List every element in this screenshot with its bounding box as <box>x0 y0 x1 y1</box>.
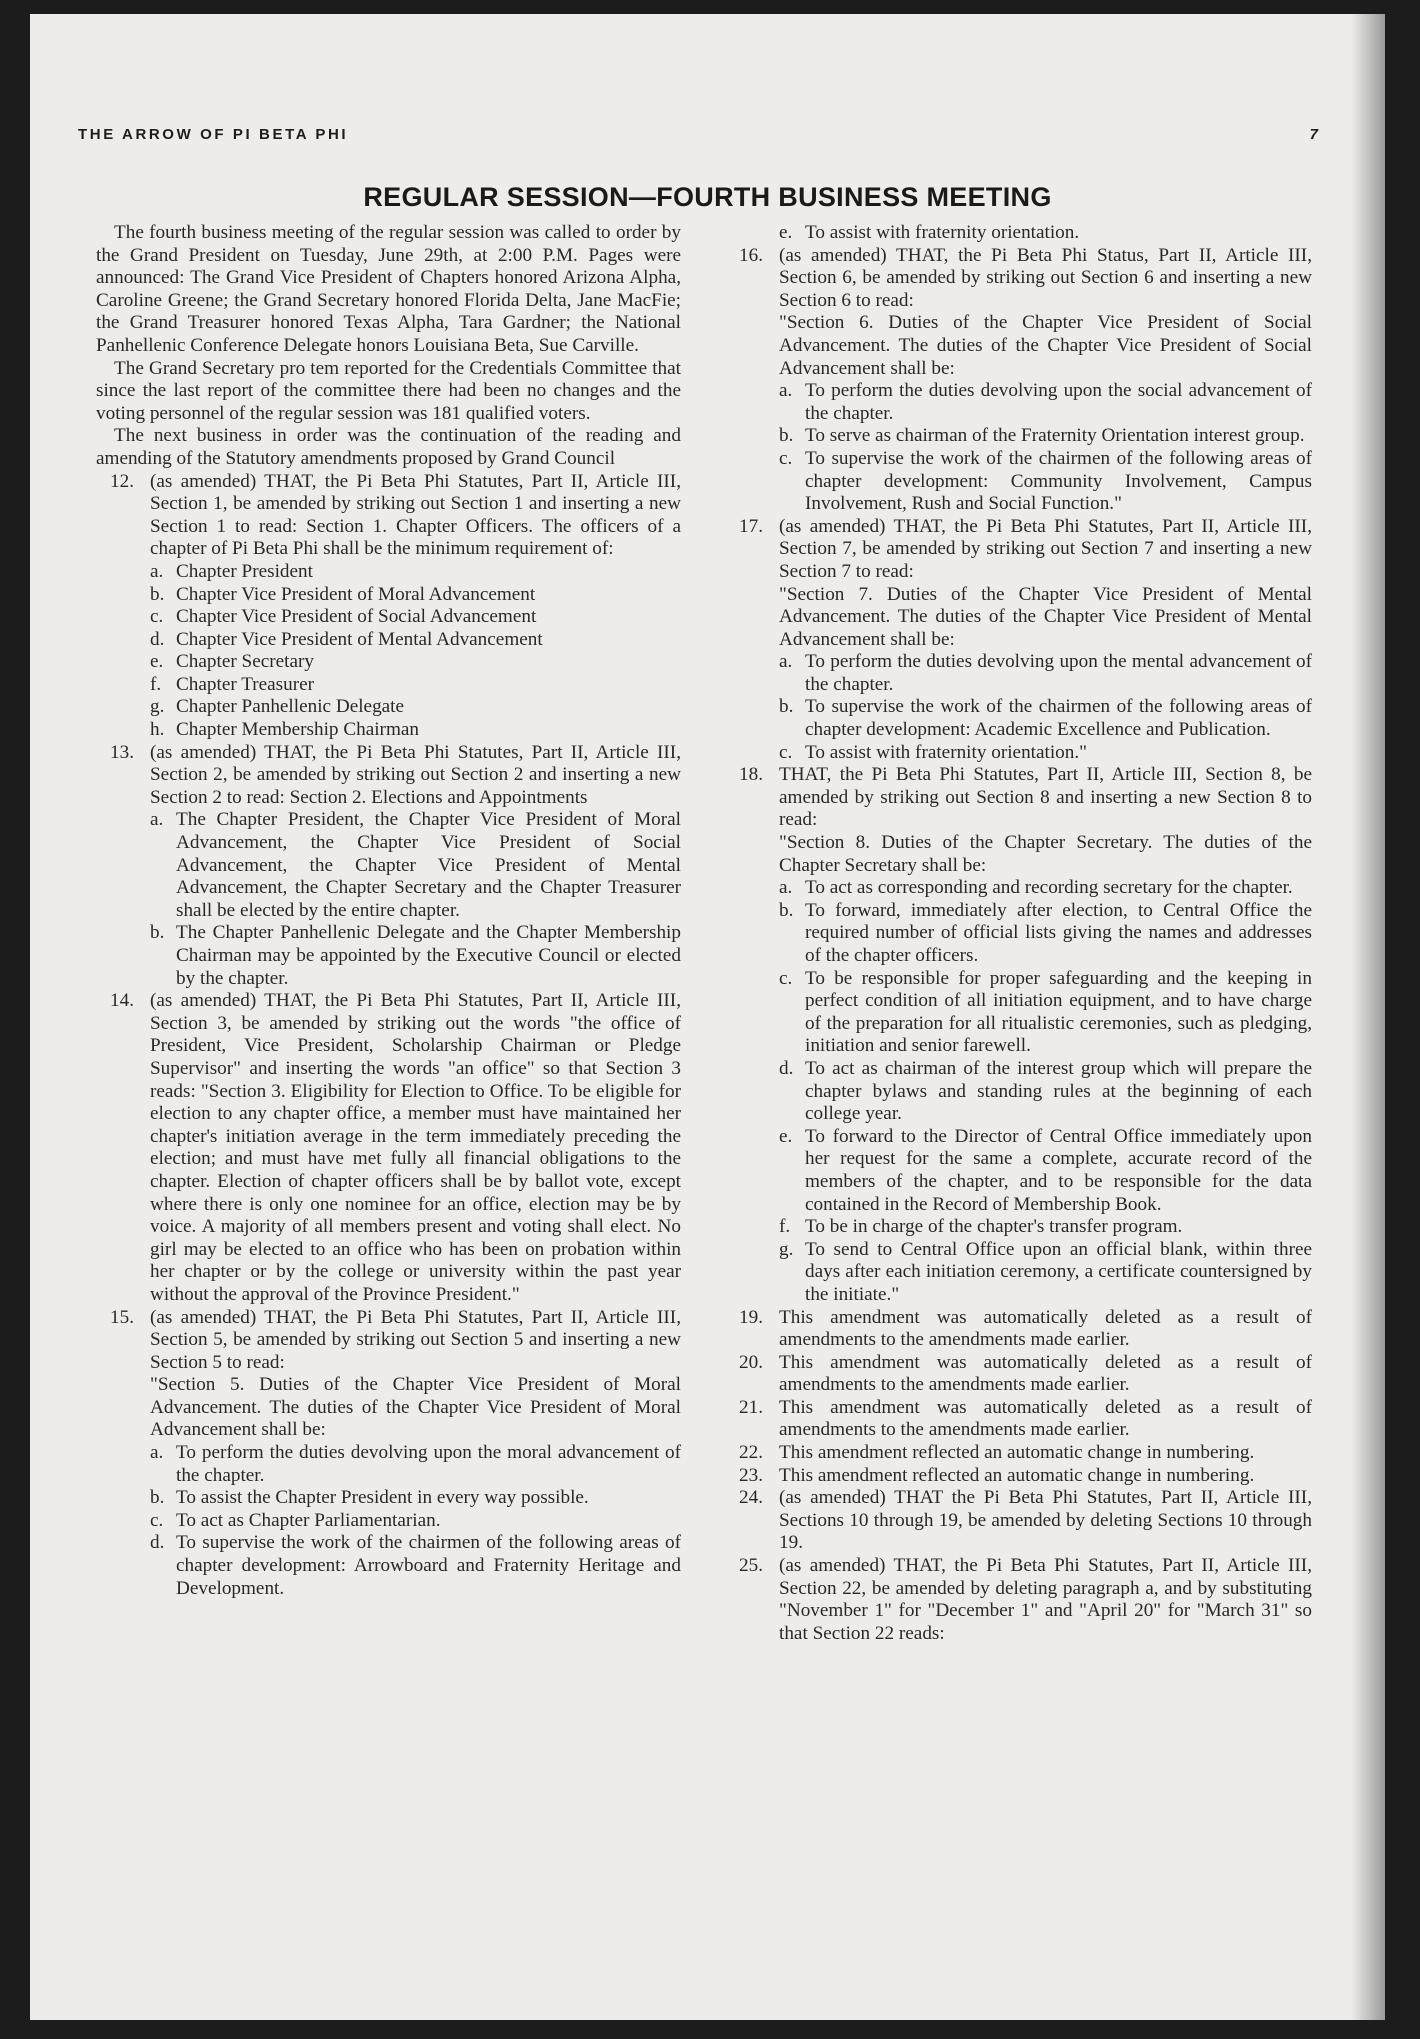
sub-item: b. To assist the Chapter President in every way possible. <box>150 1487 589 1509</box>
sub-item: e. To assist with fraternity orientation. <box>779 222 1080 243</box>
amendment-item-15-continued <box>725 222 1312 245</box>
page-title: REGULAR SESSION—FOURTH BUSINESS MEETING <box>363 182 1052 212</box>
amendment-item-20: 20. This amendment was automatically deleted as a result of amendments to the amendments made earlier. <box>739 1351 1312 1396</box>
sub-item: a. The Chapter President, the Chapter Vice President of Moral Advancement, the Chapter Vice President of Social Advancement, the Chapter Vice President of Mental Advancement, the Chapter Secretary and the Chapter Treasurer shall be elected by the entire chapter. <box>150 809 681 921</box>
section-quote: "Section 6. Duties of the Chapter Vice President of Social Advancement. The duties of the Chapter Vice President of Social Advancement shall be: <box>779 312 1312 379</box>
item-text: (as amended) THAT, the Pi Beta Phi Statutes, Part II, Article III, Section 3, be amended by striking out the words "the office of President, Vice President, Scholarship Chairman or Pledge Supervisor" and inserting the words "an office" so that Section 3 reads: "Section 3. Eligibility for Election to Office. To be eligible for election to any chapter office, a member must have maintained her chapter's initiation average in the term immediately preceding the election; and must have met fully all financial obligations to the chapter. Election of chapter officers shall be by ballot vote, except where there is only one nominee for an office, election may be by voice. A majority of all members present and voting shall elect. No girl may be elected to an office who has been on probation within her chapter or by the college or university within the past year without the approval of the Province President." <box>150 990 681 1305</box>
right-column <box>725 222 1312 1645</box>
sub-item: e. To forward to the Director of Central Office immediately upon her request for the same a complete, accurate record of the members of the chapter, and to be responsible for the data contained in the Record of Membership Book. <box>779 1125 1312 1215</box>
amendment-item-24: 24. (as amended) THAT the Pi Beta Phi Statutes, Part II, Article III, Sections 10 through 19, be amended by deleting Sections 10 through 19. <box>739 1487 1312 1554</box>
running-title: THE ARROW OF PI BETA PHI <box>78 126 349 143</box>
sub-item: a. To perform the duties devolving upon the social advancement of the chapter. <box>779 380 1312 424</box>
section-quote: "Section 7. Duties of the Chapter Vice President of Mental Advancement. The duties of the Chapter Vice President of Mental Advancement shall be: <box>779 583 1312 650</box>
amendment-item-14 <box>96 990 681 1306</box>
item-text: (as amended) THAT, the Pi Beta Phi Statutes, Part II, Article III, Section 1, be amended by striking out Section 1 and inserting a new Section 1 to read: Section 1. Chapter Officers. The officers of a chapter of Pi Beta Phi shall be the minimum requirement of: <box>150 470 681 560</box>
amendment-item-17 <box>725 516 1312 765</box>
sub-item: g. Chapter Panhellenic Delegate <box>150 696 405 718</box>
page-number: 7 <box>1309 126 1318 143</box>
item-text: (as amended) THAT, the Pi Beta Phi Statutes, Part II, Article III, Section 2, be amended by striking out Section 2 and inserting a new Section 2 to read: Section 2. Elections and Appointments <box>150 741 681 808</box>
sub-item: a. Chapter President <box>150 560 313 582</box>
left-column <box>96 222 681 1600</box>
item-number: 12. <box>110 470 134 492</box>
sub-item: b. To supervise the work of the chairmen of the following areas of chapter development: Academic Excellence and Publication. <box>779 696 1312 741</box>
amendment-item-16 <box>725 245 1312 516</box>
sub-item: h. Chapter Membership Chairman <box>150 719 419 741</box>
document-page <box>30 14 1385 2020</box>
intro-paragraph: The next business in order was the continuation of the reading and amending of the Statutory amendments proposed by Grand Council <box>96 425 681 469</box>
amendment-item-25: 25. (as amended) THAT, the Pi Beta Phi Statutes, Part II, Article III, Section 22, be amended by deleting paragraph a, and by substituting "November 1" for "December 1" and "April 20" for "March 31" so that Section 22 reads: <box>739 1555 1312 1644</box>
sub-item: c. To be responsible for proper safeguarding and the keeping in perfect condition of all initiation equipment, and to have charge of the preparation for all ritualistic ceremonies, such as pledging, initiation and senior farewell. <box>779 967 1312 1057</box>
sub-item: b. Chapter Vice President of Moral Advancement <box>150 583 536 605</box>
amendment-item-19: 19. This amendment was automatically deleted as a result of amendments to the amendments made earlier. <box>739 1306 1312 1351</box>
sub-item: a. To act as corresponding and recording secretary for the chapter. <box>779 877 1293 899</box>
sub-item: c. To assist with fraternity orientation." <box>779 741 1087 763</box>
item-text: THAT, the Pi Beta Phi Statutes, Part II, Article III, Section 8, be amended by striking out Section 8 and inserting a new Section 8 to read: <box>779 764 1312 831</box>
item-number: 17. <box>739 515 763 537</box>
sub-item: d. To supervise the work of the chairmen of the following areas of chapter development: Arrowboard and Fraternity Heritage and Development. <box>150 1532 681 1599</box>
item-text: (as amended) THAT, the Pi Beta Phi Statutes, Part II, Article III, Section 7, be amended by striking out Section 7 and inserting a new Section 7 to read: <box>779 515 1312 582</box>
sub-item: f. To be in charge of the chapter's transfer program. <box>779 1216 1183 1238</box>
item-text: (as amended) THAT, the Pi Beta Phi Statutes, Part II, Article III, Section 5, be amended by striking out Section 5 and inserting a new Section 5 to read: <box>150 1306 681 1373</box>
intro-paragraph: The fourth business meeting of the regular session was called to order by the Grand President on Tuesday, June 29th, at 2:00 P.M. Pages were announced: The Grand Vice President of Chapters honored Arizona Alpha, Caroline Greene; the Grand Secretary honored Florida Delta, Jane MacFie; the Grand Treasurer honored Texas Alpha, Tara Gardner; the National Panhellenic Conference Delegate honors Louisiana Beta, Sue Carville. <box>96 222 681 356</box>
item-number: 15. <box>110 1306 134 1328</box>
sub-item: c. To act as Chapter Parliamentarian. <box>150 1509 441 1531</box>
sub-item: d. Chapter Vice President of Mental Advancement <box>150 628 543 650</box>
running-head <box>78 126 1318 146</box>
section-quote: "Section 5. Duties of the Chapter Vice President of Moral Advancement. The duties of the Chapter Vice President of Moral Advancement shall be: <box>150 1374 681 1441</box>
sub-item: b. The Chapter Panhellenic Delegate and the Chapter Membership Chairman may be appointed by the Executive Council or elected by the chapter. <box>150 922 681 989</box>
amendment-item-21: 21. This amendment was automatically deleted as a result of amendments to the amendments made earlier. <box>739 1396 1312 1441</box>
amendment-item-13 <box>96 742 681 991</box>
sub-item: b. To forward, immediately after election, to Central Office the required number of official lists giving the names and addresses of the chapter officers. <box>779 899 1312 966</box>
sub-item: g. To send to Central Office upon an official blank, within three days after each initiation ceremony, a certificate countersigned by the initiate." <box>779 1238 1312 1305</box>
item-number: 18. <box>739 764 763 786</box>
sub-item: e. Chapter Secretary <box>150 651 314 673</box>
amendment-item-23: 23. This amendment reflected an automatic change in numbering. <box>739 1464 1255 1486</box>
page-edge-shadow <box>1351 14 1385 2020</box>
sub-item: b. To serve as chairman of the Fraternity Orientation interest group. <box>779 425 1305 447</box>
amendment-item-15 <box>96 1307 681 1601</box>
item-number: 13. <box>110 741 134 763</box>
item-number: 14. <box>110 990 134 1012</box>
item-text: (as amended) THAT, the Pi Beta Phi Status, Part II, Article III, Section 6, be amended by striking out Section 6 and inserting a new Section 6 to read: <box>779 244 1312 311</box>
sub-item: c. Chapter Vice President of Social Advancement <box>150 606 537 628</box>
intro-paragraph: The Grand Secretary pro tem reported for the Credentials Committee that since the last report of the committee there had been no changes and the voting personnel of the regular session was 181 qualified voters. <box>96 357 681 424</box>
amendment-item-18 <box>725 764 1312 1306</box>
sub-item: a. To perform the duties devolving upon the mental advancement of the chapter. <box>779 651 1312 695</box>
sub-item: a. To perform the duties devolving upon the moral advancement of the chapter. <box>150 1442 681 1486</box>
item-number: 16. <box>739 244 763 266</box>
section-quote: "Section 8. Duties of the Chapter Secretary. The duties of the Chapter Secretary shall be: <box>779 832 1312 876</box>
sub-item: c. To supervise the work of the chairmen of the following areas of chapter development: Community Involvement, Campus Involvement, Rush and Social Function." <box>779 447 1312 515</box>
amendment-item-22: 22. This amendment reflected an automatic change in numbering. <box>739 1442 1255 1464</box>
sub-item: f. Chapter Treasurer <box>150 673 315 695</box>
sub-item: d. To act as chairman of the interest group which will prepare the chapter bylaws and standing rules at the beginning of each college year. <box>779 1057 1312 1125</box>
amendment-item-12 <box>96 471 681 742</box>
